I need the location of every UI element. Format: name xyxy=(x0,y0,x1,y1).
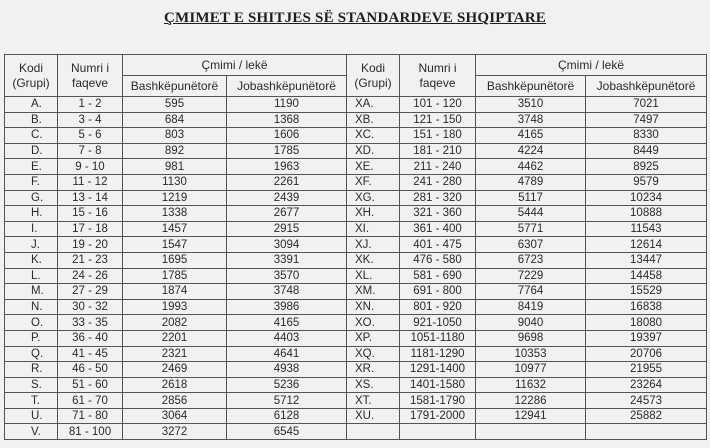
header-bash-left: Bashkëpunëtorë xyxy=(123,76,227,97)
right-bash-cell: 5117 xyxy=(476,190,586,206)
right-kodi-cell: XU. xyxy=(347,408,400,424)
page-title: ÇMIMET E SHITJES SË STANDARDEVE SHQIPTARE xyxy=(163,10,547,26)
left-kodi-cell: L. xyxy=(5,268,58,284)
left-faqe-cell: 27 - 29 xyxy=(58,284,123,300)
left-kodi-cell: T. xyxy=(5,393,58,409)
right-kodi-cell: XP. xyxy=(347,330,400,346)
header-numri-right xyxy=(400,55,476,97)
table-row xyxy=(5,206,707,222)
right-faqe-cell: 1581-1790 xyxy=(400,393,476,409)
header-kodi-line1: Kodi xyxy=(361,60,386,75)
table-row xyxy=(5,393,707,409)
left-kodi-cell: C. xyxy=(5,128,58,144)
left-faqe-cell: 61 - 70 xyxy=(58,393,123,409)
table-row xyxy=(5,299,707,315)
left-faqe-cell: 81 - 100 xyxy=(58,424,123,440)
right-kodi-cell: XG. xyxy=(347,190,400,206)
table-row xyxy=(5,128,707,144)
left-bash-cell: 892 xyxy=(123,143,227,159)
left-jobash-cell: 4403 xyxy=(227,330,347,346)
table-row xyxy=(5,237,707,253)
left-kodi-cell: U. xyxy=(5,408,58,424)
left-bash-cell: 1130 xyxy=(123,174,227,190)
right-kodi-cell: XE. xyxy=(347,159,400,175)
right-faqe-cell: 1051-1180 xyxy=(400,330,476,346)
right-jobash-cell: 10234 xyxy=(586,190,707,206)
left-faqe-cell: 11 - 12 xyxy=(58,174,123,190)
table-row xyxy=(5,362,707,378)
left-faqe-cell: 15 - 16 xyxy=(58,206,123,222)
left-jobash-cell: 3748 xyxy=(227,284,347,300)
left-kodi-cell: N. xyxy=(5,299,58,315)
right-kodi-cell: XF. xyxy=(347,174,400,190)
left-jobash-cell: 1606 xyxy=(227,128,347,144)
left-kodi-cell: E. xyxy=(5,159,58,175)
left-faqe-cell: 3 - 4 xyxy=(58,112,123,128)
right-bash-cell: 6723 xyxy=(476,252,586,268)
table-row xyxy=(5,424,707,440)
left-jobash-cell: 1368 xyxy=(227,112,347,128)
table-body xyxy=(5,97,707,440)
left-bash-cell: 981 xyxy=(123,159,227,175)
left-faqe-cell: 17 - 18 xyxy=(58,221,123,237)
left-kodi-cell: H. xyxy=(5,206,58,222)
right-bash-cell: 9698 xyxy=(476,330,586,346)
header-numri-left xyxy=(58,55,123,97)
header-kodi-right xyxy=(347,55,400,97)
left-bash-cell: 3272 xyxy=(123,424,227,440)
right-jobash-cell: 18080 xyxy=(586,315,707,331)
right-faqe-cell: 121 - 150 xyxy=(400,112,476,128)
left-bash-cell: 595 xyxy=(123,97,227,113)
left-faqe-cell: 21 - 23 xyxy=(58,252,123,268)
right-bash-cell: 12286 xyxy=(476,393,586,409)
left-kodi-cell: G. xyxy=(5,190,58,206)
right-kodi-cell: XR. xyxy=(347,362,400,378)
table-row xyxy=(5,315,707,331)
right-jobash-cell: 21955 xyxy=(586,362,707,378)
right-jobash-cell: 7497 xyxy=(586,112,707,128)
right-bash-cell: 4165 xyxy=(476,128,586,144)
header-numri-line1: Numri i xyxy=(71,60,109,75)
left-kodi-cell: J. xyxy=(5,237,58,253)
table-row xyxy=(5,97,707,113)
right-faqe-cell: 1181-1290 xyxy=(400,346,476,362)
right-bash-cell: 5444 xyxy=(476,206,586,222)
left-faqe-cell: 19 - 20 xyxy=(58,237,123,253)
left-bash-cell: 1338 xyxy=(123,206,227,222)
right-kodi-cell: XN. xyxy=(347,299,400,315)
left-jobash-cell: 3986 xyxy=(227,299,347,315)
right-jobash-cell: 24573 xyxy=(586,393,707,409)
right-kodi-cell: XS. xyxy=(347,377,400,393)
left-bash-cell: 1219 xyxy=(123,190,227,206)
left-bash-cell: 1547 xyxy=(123,237,227,253)
table-row xyxy=(5,284,707,300)
right-kodi-cell: XD. xyxy=(347,143,400,159)
header-kodi-line1: Kodi xyxy=(18,60,44,75)
left-bash-cell: 2082 xyxy=(123,315,227,331)
header-numri-line2: faqeve xyxy=(71,75,109,90)
table-row xyxy=(5,159,707,175)
left-faqe-cell: 46 - 50 xyxy=(58,362,123,378)
left-jobash-cell: 4938 xyxy=(227,362,347,378)
right-kodi-cell: XQ. xyxy=(347,346,400,362)
table-row xyxy=(5,408,707,424)
left-bash-cell: 2469 xyxy=(123,362,227,378)
left-kodi-cell: M. xyxy=(5,284,58,300)
right-faqe-cell: 476 - 580 xyxy=(400,252,476,268)
left-kodi-cell: F. xyxy=(5,174,58,190)
left-bash-cell: 1457 xyxy=(123,221,227,237)
right-faqe-cell: 1291-1400 xyxy=(400,362,476,378)
right-bash-cell: 5771 xyxy=(476,221,586,237)
right-jobash-cell: 8449 xyxy=(586,143,707,159)
left-jobash-cell: 4641 xyxy=(227,346,347,362)
right-kodi-cell: XJ. xyxy=(347,237,400,253)
right-jobash-cell: 16838 xyxy=(586,299,707,315)
left-faqe-cell: 1 - 2 xyxy=(58,97,123,113)
left-jobash-cell: 1963 xyxy=(227,159,347,175)
header-cmimi-left: Çmimi / lekë xyxy=(123,55,347,76)
right-faqe-cell: 921-1050 xyxy=(400,315,476,331)
right-jobash-cell: 20706 xyxy=(586,346,707,362)
left-bash-cell: 1785 xyxy=(123,268,227,284)
right-kodi-cell: XT. xyxy=(347,393,400,409)
right-faqe-cell: 1791-2000 xyxy=(400,408,476,424)
left-jobash-cell: 3094 xyxy=(227,237,347,253)
right-faqe-cell: 691 - 800 xyxy=(400,284,476,300)
right-kodi-cell: XC. xyxy=(347,128,400,144)
right-kodi-cell: XO. xyxy=(347,315,400,331)
left-jobash-cell: 1785 xyxy=(227,143,347,159)
left-jobash-cell: 4165 xyxy=(227,315,347,331)
empty-cell xyxy=(476,424,586,440)
left-faqe-cell: 71 - 80 xyxy=(58,408,123,424)
table-row xyxy=(5,330,707,346)
left-faqe-cell: 13 - 14 xyxy=(58,190,123,206)
left-faqe-cell: 51 - 60 xyxy=(58,377,123,393)
price-table xyxy=(4,54,707,440)
left-jobash-cell: 6128 xyxy=(227,408,347,424)
right-jobash-cell: 10888 xyxy=(586,206,707,222)
left-bash-cell: 3064 xyxy=(123,408,227,424)
left-bash-cell: 1874 xyxy=(123,284,227,300)
empty-cell xyxy=(347,424,400,440)
left-kodi-cell: A. xyxy=(5,97,58,113)
header-kodi-left xyxy=(5,55,58,97)
right-bash-cell: 4224 xyxy=(476,143,586,159)
left-kodi-cell: D. xyxy=(5,143,58,159)
header-cmimi-right: Çmimi / lekë xyxy=(476,55,707,76)
left-kodi-cell: Q. xyxy=(5,346,58,362)
left-jobash-cell: 2439 xyxy=(227,190,347,206)
right-faqe-cell: 801 - 920 xyxy=(400,299,476,315)
right-bash-cell: 10353 xyxy=(476,346,586,362)
left-jobash-cell: 6545 xyxy=(227,424,347,440)
table-row xyxy=(5,112,707,128)
right-bash-cell: 6307 xyxy=(476,237,586,253)
right-jobash-cell: 23264 xyxy=(586,377,707,393)
right-bash-cell: 4789 xyxy=(476,174,586,190)
left-faqe-cell: 33 - 35 xyxy=(58,315,123,331)
left-faqe-cell: 7 - 8 xyxy=(58,143,123,159)
right-jobash-cell: 12614 xyxy=(586,237,707,253)
right-faqe-cell: 281 - 320 xyxy=(400,190,476,206)
left-jobash-cell: 5712 xyxy=(227,393,347,409)
table-row xyxy=(5,268,707,284)
right-faqe-cell: 401 - 475 xyxy=(400,237,476,253)
left-kodi-cell: P. xyxy=(5,330,58,346)
table-row xyxy=(5,346,707,362)
left-jobash-cell: 3391 xyxy=(227,252,347,268)
right-bash-cell: 3748 xyxy=(476,112,586,128)
right-faqe-cell: 211 - 240 xyxy=(400,159,476,175)
left-bash-cell: 684 xyxy=(123,112,227,128)
right-jobash-cell: 8330 xyxy=(586,128,707,144)
right-faqe-cell: 151 - 180 xyxy=(400,128,476,144)
left-faqe-cell: 41 - 45 xyxy=(58,346,123,362)
right-bash-cell: 7764 xyxy=(476,284,586,300)
left-jobash-cell: 1190 xyxy=(227,97,347,113)
header-jobash-right: Jobashkëpunëtorë xyxy=(586,76,707,97)
right-kodi-cell: XA. xyxy=(347,97,400,113)
right-jobash-cell: 19397 xyxy=(586,330,707,346)
left-kodi-cell: V. xyxy=(5,424,58,440)
right-faqe-cell: 361 - 400 xyxy=(400,221,476,237)
right-kodi-cell: XM. xyxy=(347,284,400,300)
header-kodi-line2: (Grupi) xyxy=(12,75,50,90)
right-jobash-cell: 15529 xyxy=(586,284,707,300)
left-faqe-cell: 24 - 26 xyxy=(58,268,123,284)
right-bash-cell: 11632 xyxy=(476,377,586,393)
table-row xyxy=(5,252,707,268)
left-bash-cell: 1993 xyxy=(123,299,227,315)
right-faqe-cell: 1401-1580 xyxy=(400,377,476,393)
right-kodi-cell: XB. xyxy=(347,112,400,128)
right-jobash-cell: 9579 xyxy=(586,174,707,190)
table-row xyxy=(5,143,707,159)
right-faqe-cell: 581 - 690 xyxy=(400,268,476,284)
right-jobash-cell: 13447 xyxy=(586,252,707,268)
table-row xyxy=(5,377,707,393)
right-faqe-cell: 101 - 120 xyxy=(400,97,476,113)
right-bash-cell: 3510 xyxy=(476,97,586,113)
left-bash-cell: 2856 xyxy=(123,393,227,409)
left-faqe-cell: 30 - 32 xyxy=(58,299,123,315)
left-jobash-cell: 2261 xyxy=(227,174,347,190)
left-kodi-cell: K. xyxy=(5,252,58,268)
header-numri-line2: faqeve xyxy=(419,75,456,90)
right-bash-cell: 8419 xyxy=(476,299,586,315)
left-jobash-cell: 2915 xyxy=(227,221,347,237)
right-faqe-cell: 241 - 280 xyxy=(400,174,476,190)
left-faqe-cell: 9 - 10 xyxy=(58,159,123,175)
header-numri-line1: Numri i xyxy=(418,60,457,75)
left-bash-cell: 2618 xyxy=(123,377,227,393)
empty-cell xyxy=(400,424,476,440)
right-kodi-cell: XK. xyxy=(347,252,400,268)
header-kodi-line2: (Grupi) xyxy=(354,75,392,90)
right-kodi-cell: XH. xyxy=(347,206,400,222)
table-row xyxy=(5,221,707,237)
left-bash-cell: 1695 xyxy=(123,252,227,268)
right-jobash-cell: 11543 xyxy=(586,221,707,237)
header-bash-right: Bashkëpunëtorë xyxy=(476,76,586,97)
left-kodi-cell: O. xyxy=(5,315,58,331)
left-kodi-cell: I. xyxy=(5,221,58,237)
right-jobash-cell: 25882 xyxy=(586,408,707,424)
left-kodi-cell: S. xyxy=(5,377,58,393)
right-bash-cell: 12941 xyxy=(476,408,586,424)
right-jobash-cell: 7021 xyxy=(586,97,707,113)
header-row-1 xyxy=(5,55,707,76)
table-row xyxy=(5,174,707,190)
empty-cell xyxy=(586,424,707,440)
table-row xyxy=(5,190,707,206)
right-faqe-cell: 321 - 360 xyxy=(400,206,476,222)
right-bash-cell: 10977 xyxy=(476,362,586,378)
right-bash-cell: 7229 xyxy=(476,268,586,284)
left-jobash-cell: 3570 xyxy=(227,268,347,284)
header-jobash-left: Jobashkëpunëtorë xyxy=(227,76,347,97)
right-jobash-cell: 14458 xyxy=(586,268,707,284)
left-faqe-cell: 5 - 6 xyxy=(58,128,123,144)
right-kodi-cell: XL. xyxy=(347,268,400,284)
left-jobash-cell: 2677 xyxy=(227,206,347,222)
right-jobash-cell: 8925 xyxy=(586,159,707,175)
right-kodi-cell: XI. xyxy=(347,221,400,237)
left-kodi-cell: B. xyxy=(5,112,58,128)
left-faqe-cell: 36 - 40 xyxy=(58,330,123,346)
right-faqe-cell: 181 - 210 xyxy=(400,143,476,159)
right-bash-cell: 4462 xyxy=(476,159,586,175)
left-bash-cell: 2321 xyxy=(123,346,227,362)
left-jobash-cell: 5236 xyxy=(227,377,347,393)
left-bash-cell: 803 xyxy=(123,128,227,144)
left-bash-cell: 2201 xyxy=(123,330,227,346)
left-kodi-cell: R. xyxy=(5,362,58,378)
right-bash-cell: 9040 xyxy=(476,315,586,331)
